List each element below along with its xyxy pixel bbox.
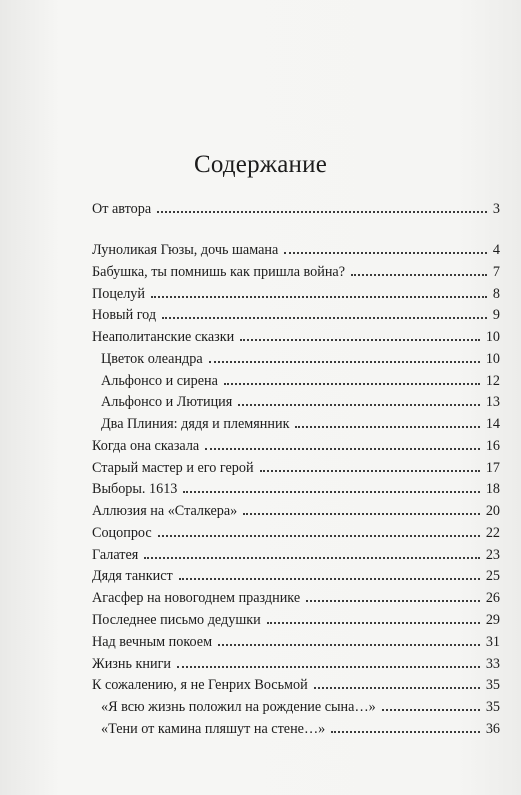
entry-page-number: 31 bbox=[485, 634, 500, 650]
entry-page-number: 4 bbox=[492, 242, 500, 258]
entry-title: Неаполитанские сказки bbox=[92, 329, 235, 345]
entry-title: Соцопрос bbox=[92, 525, 152, 541]
toc-entry[interactable] bbox=[92, 237, 500, 259]
dot-leader bbox=[306, 600, 480, 602]
toc-entry[interactable] bbox=[92, 563, 500, 585]
entry-page-number: 14 bbox=[485, 416, 500, 432]
toc-entry[interactable] bbox=[92, 324, 500, 346]
dot-leader bbox=[382, 709, 480, 711]
entry-title: Поцелуй bbox=[92, 286, 145, 302]
entry-title: Галатея bbox=[92, 547, 139, 563]
entry-page-number: 25 bbox=[485, 568, 500, 584]
entry-page-number: 12 bbox=[485, 373, 500, 389]
toc-entry[interactable] bbox=[92, 607, 500, 629]
entry-page-number: 23 bbox=[485, 547, 500, 563]
entry-title: Старый мастер и его герой bbox=[92, 460, 254, 476]
entry-page-number: 26 bbox=[485, 590, 500, 606]
dot-leader bbox=[144, 557, 480, 559]
toc-entry[interactable] bbox=[92, 585, 500, 607]
dot-leader bbox=[243, 513, 480, 515]
entry-title: Когда она сказала bbox=[92, 438, 200, 454]
entry-title: Над вечным покоем bbox=[92, 634, 213, 650]
dot-leader bbox=[209, 361, 480, 363]
toc-subentry[interactable] bbox=[101, 411, 500, 433]
page-title: Содержание bbox=[194, 151, 327, 178]
entry-page-number: 7 bbox=[492, 264, 500, 280]
entry-page-number: 20 bbox=[485, 503, 500, 519]
entry-title: «Я всю жизнь положил на рождение сына…» bbox=[101, 699, 376, 715]
entry-page-number: 29 bbox=[485, 612, 500, 628]
toc-entry[interactable] bbox=[92, 196, 500, 218]
toc-subentry[interactable] bbox=[101, 694, 500, 716]
toc-entry[interactable] bbox=[92, 651, 500, 673]
dot-leader bbox=[158, 535, 480, 537]
entry-page-number: 35 bbox=[485, 699, 500, 715]
toc-entry[interactable] bbox=[92, 629, 500, 651]
toc-entry[interactable] bbox=[92, 433, 500, 455]
entry-page-number: 16 bbox=[485, 438, 500, 454]
dot-leader bbox=[267, 622, 480, 624]
dot-leader bbox=[351, 274, 487, 276]
toc-subentry[interactable] bbox=[101, 346, 500, 368]
entry-page-number: 35 bbox=[485, 677, 500, 693]
entry-page-number: 18 bbox=[485, 481, 500, 497]
entry-title: К сожалению, я не Генрих Восьмой bbox=[92, 677, 308, 693]
dot-leader bbox=[240, 339, 480, 341]
dot-leader bbox=[151, 296, 487, 298]
toc-subentry[interactable] bbox=[101, 716, 500, 738]
entry-title: Новый год bbox=[92, 307, 157, 323]
dot-leader bbox=[314, 687, 480, 689]
entry-page-number: 17 bbox=[485, 460, 500, 476]
entry-page-number: 3 bbox=[492, 201, 500, 217]
entry-title: Два Плиния: дядя и племянник bbox=[101, 416, 290, 432]
entry-title: Альфонсо и сирена bbox=[101, 373, 218, 389]
entry-title: Выборы. 1613 bbox=[92, 481, 178, 497]
toc-entry[interactable] bbox=[92, 455, 500, 477]
entry-title: «Тени от камина пляшут на стене…» bbox=[101, 721, 326, 737]
entry-title: Альфонсо и Лютиция bbox=[101, 394, 233, 410]
dot-leader bbox=[205, 448, 480, 450]
entry-title: Агасфер на новогоднем празднике bbox=[92, 590, 301, 606]
entry-title: Последнее письмо дедушки bbox=[92, 612, 261, 628]
entry-title: Бабушка, ты помнишь как пришла война? bbox=[92, 264, 346, 280]
entry-title: Жизнь книги bbox=[92, 656, 172, 672]
entry-page-number: 10 bbox=[485, 329, 500, 345]
dot-leader bbox=[218, 644, 480, 646]
dot-leader bbox=[179, 578, 480, 580]
entry-page-number: 10 bbox=[485, 351, 500, 367]
entry-page-number: 13 bbox=[485, 394, 500, 410]
toc-entry[interactable] bbox=[92, 520, 500, 542]
dot-leader bbox=[183, 491, 479, 493]
toc-subentry[interactable] bbox=[101, 368, 500, 390]
entry-page-number: 33 bbox=[485, 656, 500, 672]
dot-leader bbox=[284, 252, 487, 254]
dot-leader bbox=[162, 317, 487, 319]
dot-leader bbox=[295, 426, 479, 428]
dot-leader bbox=[331, 731, 480, 733]
entry-title: Дядя танкист bbox=[92, 568, 173, 584]
dot-leader bbox=[260, 470, 480, 472]
toc-entry[interactable] bbox=[92, 476, 500, 498]
dot-leader bbox=[177, 666, 480, 668]
dot-leader bbox=[157, 211, 487, 213]
toc-entry[interactable] bbox=[92, 498, 500, 520]
toc-entry[interactable] bbox=[92, 542, 500, 564]
entry-page-number: 8 bbox=[492, 286, 500, 302]
toc-entry[interactable] bbox=[92, 259, 500, 281]
entry-page-number: 36 bbox=[485, 721, 500, 737]
entry-title: Луноликая Гюзы, дочь шамана bbox=[92, 242, 279, 258]
toc-entry[interactable] bbox=[92, 672, 500, 694]
entry-page-number: 22 bbox=[485, 525, 500, 541]
toc-entry[interactable] bbox=[92, 302, 500, 324]
entry-title: От автора bbox=[92, 201, 152, 217]
dot-leader bbox=[238, 404, 480, 406]
entry-page-number: 9 bbox=[492, 307, 500, 323]
entry-title: Цветок олеандра bbox=[101, 351, 203, 367]
toc-entry[interactable] bbox=[92, 281, 500, 303]
toc-subentry[interactable] bbox=[101, 389, 500, 411]
entry-title: Аллюзия на «Сталкера» bbox=[92, 503, 238, 519]
dot-leader bbox=[224, 383, 480, 385]
